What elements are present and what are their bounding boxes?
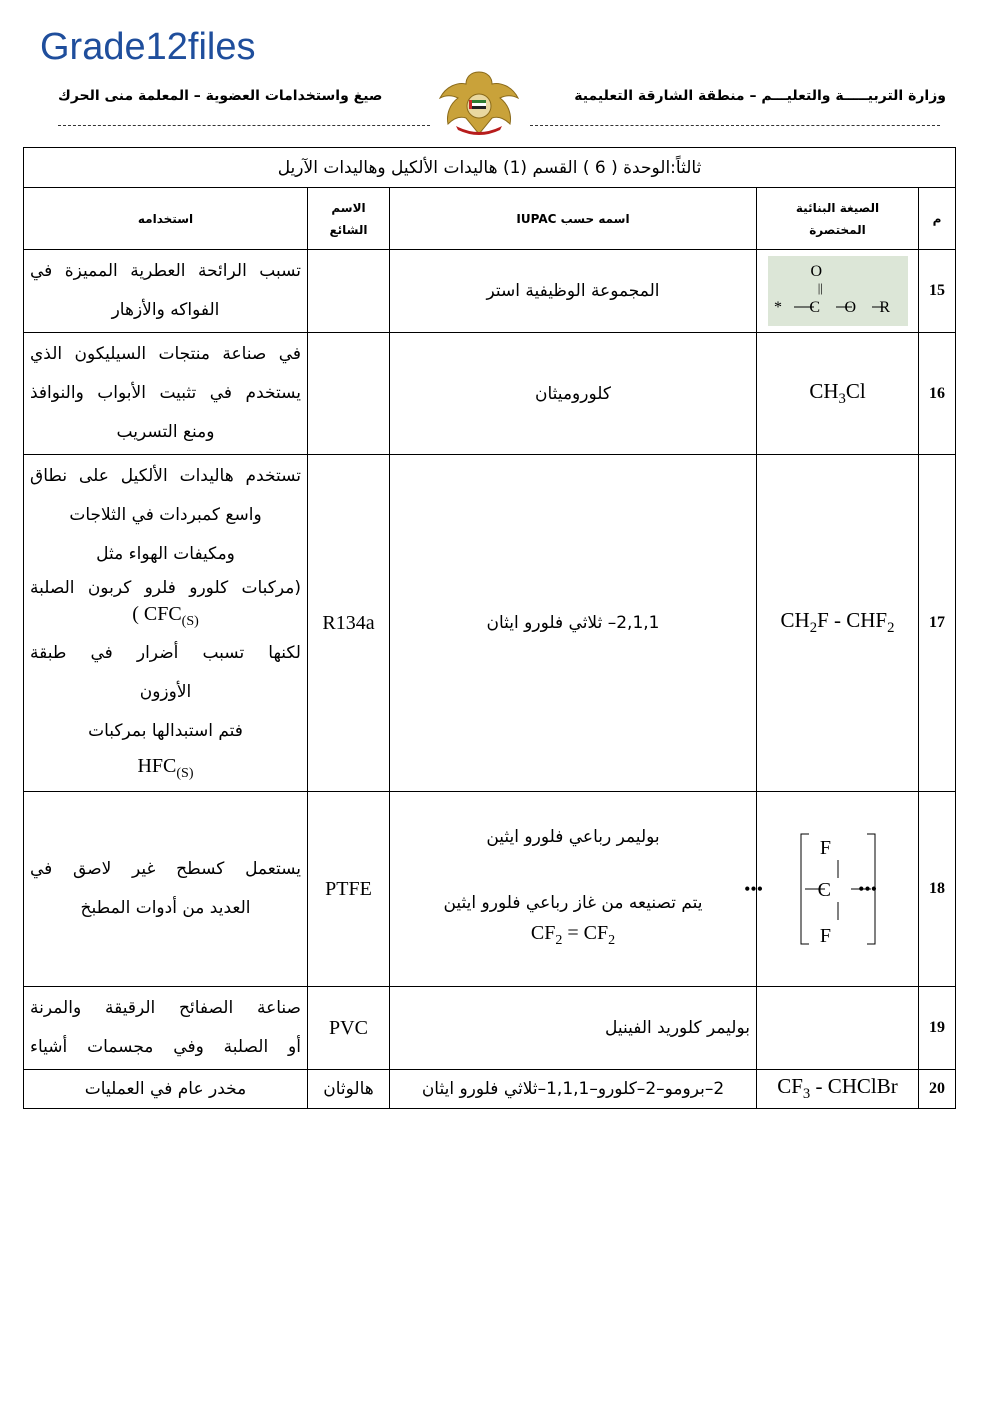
use-cell xyxy=(24,333,308,455)
use-cell xyxy=(24,1070,308,1109)
use-line: واسع كمبردات في الثلاجات xyxy=(69,505,262,525)
formula-part: CH xyxy=(780,608,810,633)
formula-part: CH xyxy=(809,378,839,403)
common-name-cell xyxy=(308,333,390,455)
ester-atom-o2: O xyxy=(843,299,856,316)
formula-part: = CF xyxy=(562,922,609,944)
use-line: يستعمل كسطح غير لاصق في xyxy=(30,859,301,879)
col-header-num: م xyxy=(919,188,956,250)
table-row xyxy=(24,250,956,333)
use-line-cfc xyxy=(30,602,301,634)
formula-cell xyxy=(743,792,919,987)
table-row xyxy=(24,792,956,987)
row-number: 20 xyxy=(919,1070,956,1109)
formula-cell xyxy=(757,1070,919,1109)
common-name-cell: هالوثان xyxy=(308,1070,390,1109)
formula-cell xyxy=(757,250,919,333)
table-row xyxy=(24,987,956,1070)
ester-atom-c: C xyxy=(808,299,820,316)
formula-subscript: 3 xyxy=(802,1086,811,1103)
col-header-formula-l1: الصيغة البنائية xyxy=(795,200,880,215)
formula-subscript: 3 xyxy=(838,391,846,408)
uae-emblem-icon xyxy=(436,68,522,138)
header-divider-right xyxy=(530,125,940,126)
col-header-formula-l2: المختصرة xyxy=(809,222,866,237)
row-number: 19 xyxy=(919,987,956,1070)
row-number: 17 xyxy=(919,455,956,792)
ester-atom-o: O xyxy=(809,263,822,280)
use-line: لكنها تسبب أضرار في طبقة xyxy=(30,643,301,663)
formula-subscript: 2 xyxy=(809,620,818,637)
common-name-cell xyxy=(308,250,390,333)
iupac-line: يتم تصنيعه من غاز رباعي فلورو ايثين xyxy=(443,893,703,913)
formula-part: CF xyxy=(777,1074,803,1099)
formula-part: Cl xyxy=(845,378,866,403)
common-name-cell: PTFE xyxy=(308,792,390,987)
use-line: أو الصلبة وفي مجسمات أشياء xyxy=(30,1037,301,1057)
col-header-common-l2: الشائع xyxy=(329,222,368,237)
use-line: ومكيفات الهواء مثل xyxy=(96,544,235,564)
col-header-common xyxy=(308,188,390,250)
formula-subscript: 2 xyxy=(555,933,563,948)
use-hfc-text: HFC xyxy=(137,755,177,777)
table-row xyxy=(24,455,956,792)
iupac-cell xyxy=(390,792,757,987)
formula-cell xyxy=(757,987,919,1070)
use-hfc-sub: (S) xyxy=(176,766,194,781)
row-number: 16 xyxy=(919,333,956,455)
header-divider-left xyxy=(58,125,430,126)
ester-structure-diagram xyxy=(768,256,908,326)
polymer-dots-left: ••• xyxy=(743,879,763,899)
row-number: 18 xyxy=(919,792,956,987)
use-cell xyxy=(24,455,308,792)
use-line-hfc xyxy=(30,751,301,789)
ptfe-polymer-diagram xyxy=(743,824,913,954)
iupac-cell: 2–برومو–2–كلورو–1,1,1–ثلاثي فلورو ايثان xyxy=(390,1070,757,1109)
ministry-header: وزارة التربيـــــة والتعليـــم – منطقة الشارقة التعليمية xyxy=(574,88,946,104)
iupac-monomer-formula xyxy=(390,918,756,956)
formula-subscript: 2 xyxy=(608,933,616,948)
col-header-use: استخدامه xyxy=(24,188,308,250)
formula-cell xyxy=(757,333,919,455)
use-line: الفواكه والأزهار xyxy=(111,300,220,320)
iupac-cell: كلوروميثان xyxy=(390,333,757,455)
ester-atom-r: R xyxy=(878,299,890,316)
use-cell xyxy=(24,250,308,333)
ester-structure xyxy=(768,256,908,326)
use-cell xyxy=(24,792,308,987)
use-line: تسبب الرائحة العطرية المميزة في xyxy=(30,261,301,281)
use-line: ومنع التسريب xyxy=(116,422,215,442)
table-header-row xyxy=(24,188,956,250)
use-cfc-text: ( CFC xyxy=(132,603,182,625)
use-line: تستخدم هاليدات الألكيل على نطاق xyxy=(30,466,301,486)
use-line: (مركبات كلورو فلرو كربون الصلبة xyxy=(30,578,301,598)
formula-part: CF xyxy=(530,922,556,944)
polymer-atom-f-top: F xyxy=(819,837,831,859)
polymer-dots-right: ••• xyxy=(857,879,877,899)
common-name-cell: PVC xyxy=(308,987,390,1070)
polymer-atom-c: C xyxy=(817,879,831,901)
use-line: صناعة الصفائح الرقيقة والمرنة xyxy=(30,998,301,1018)
col-header-common-l1: الاسم xyxy=(331,200,366,215)
use-line: العديد من أدوات المطبخ xyxy=(80,898,251,918)
iupac-cell: 2,1,1– ثلاثي فلورو ايثان xyxy=(390,455,757,792)
ester-double-bond: || xyxy=(817,280,823,295)
brand-logo-text: Grade12files xyxy=(40,26,256,68)
col-header-iupac: اسمه حسب IUPAC xyxy=(390,188,757,250)
document-title: صيغ واستخدامات العضوية – المعلمة منى الحرك xyxy=(58,88,383,104)
use-line: مخدر عام في العمليات xyxy=(84,1079,247,1099)
iupac-line: بوليمر رباعي فلورو ايثين xyxy=(486,827,660,847)
col-header-formula xyxy=(757,188,919,250)
row-number: 15 xyxy=(919,250,956,333)
table-row xyxy=(24,1070,956,1109)
use-cfc-sub: (S) xyxy=(181,614,199,629)
use-cell xyxy=(24,987,308,1070)
formula-cell xyxy=(757,455,919,792)
use-line: الأوزون xyxy=(139,682,192,702)
use-line: فتم استبدالها بمركبات xyxy=(88,721,243,741)
ester-star: * xyxy=(773,299,782,316)
table-title-row xyxy=(24,148,956,188)
use-line: في صناعة منتجات السيليكون الذي xyxy=(30,344,301,364)
iupac-cell: بوليمر كلوريد الفينيل xyxy=(390,987,757,1070)
common-name-cell: R134a xyxy=(308,455,390,792)
table-row xyxy=(24,333,956,455)
formula-part: F - CHF xyxy=(817,608,888,633)
iupac-cell: المجموعة الوظيفية استر xyxy=(390,250,757,333)
formula-subscript: 2 xyxy=(887,620,895,637)
polymer-atom-f-bottom: F xyxy=(819,925,831,947)
use-line: يستخدم في تثبيت الأبواب والنوافذ xyxy=(30,383,301,403)
formula-part: - CHClBr xyxy=(810,1074,898,1099)
table-title: ثالثاً:الوحدة ( 6 ) القسم (1) هاليدات الألكيل وهاليدات الآريل xyxy=(24,148,956,188)
compounds-table xyxy=(23,147,956,1109)
